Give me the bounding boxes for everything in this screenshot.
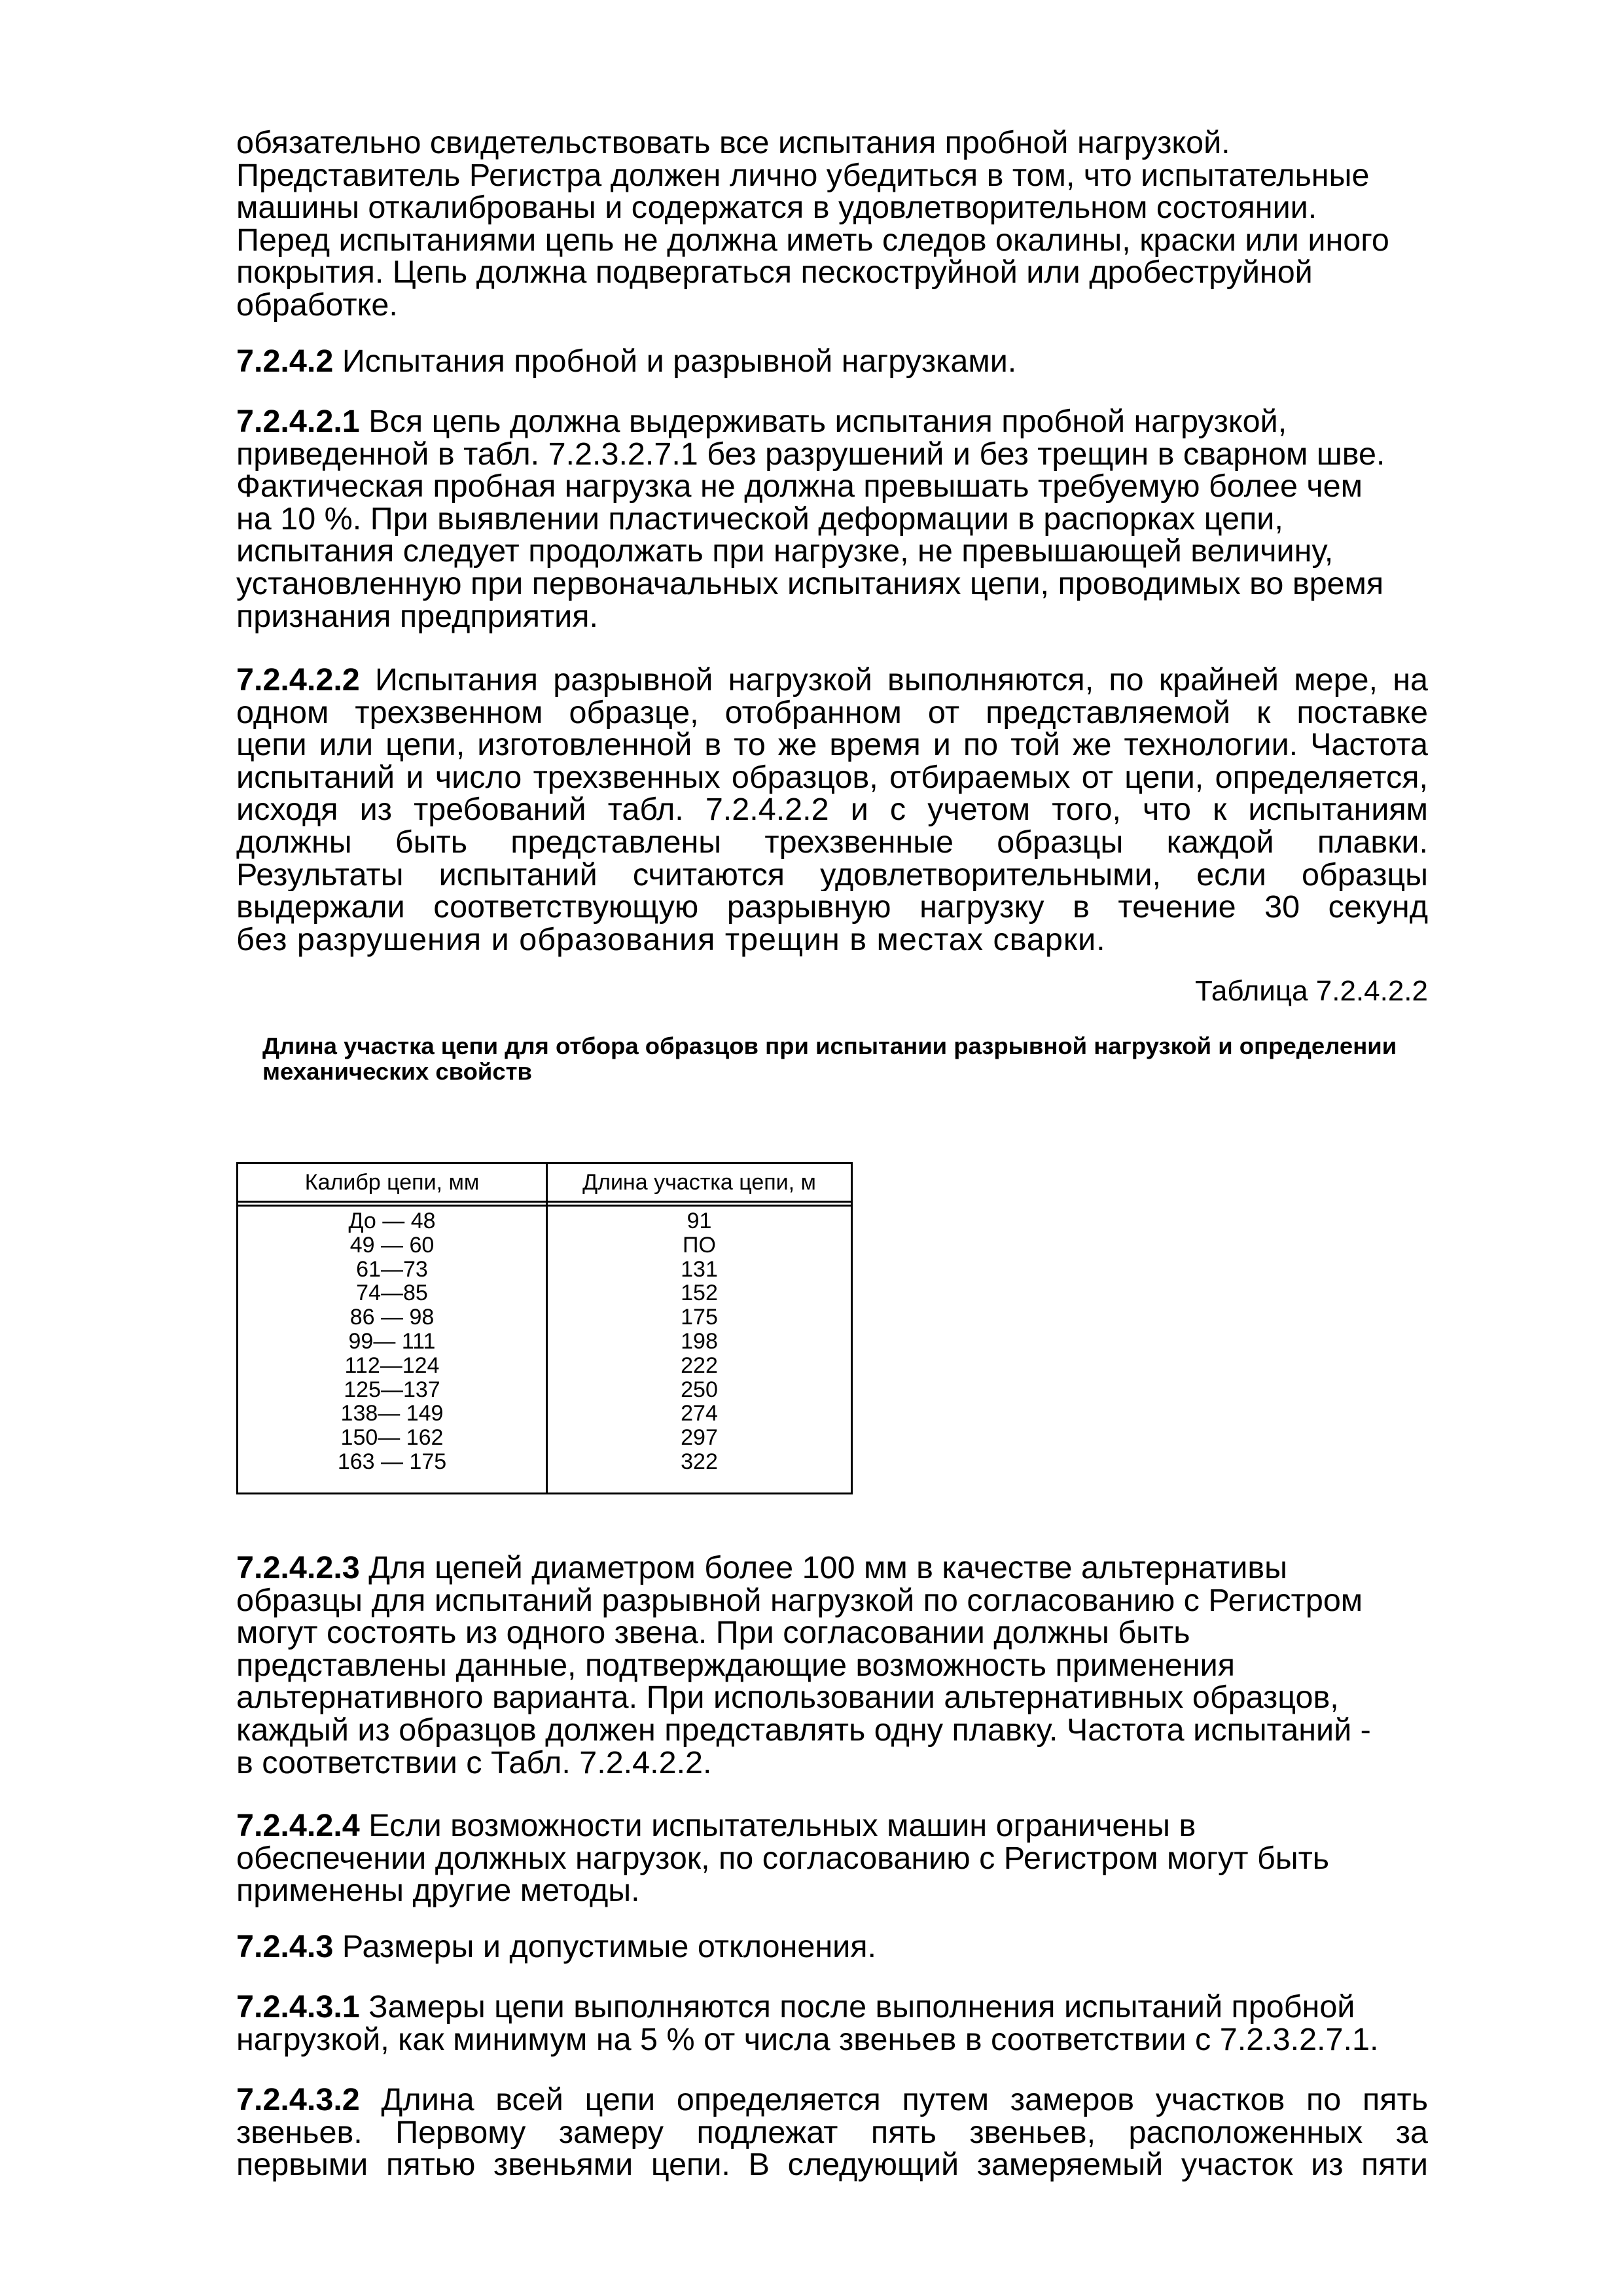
table-cell-caliber: 163 — 175 bbox=[337, 1449, 447, 1474]
section-7-2-4-2-4 bbox=[236, 1810, 1428, 1907]
table-cell-caliber: 74—85 bbox=[356, 1280, 428, 1306]
section-text: Если возможности испытательных машин ограничены в bbox=[368, 1808, 1196, 1843]
paragraph-line: каждый из образцов должен представлять одну плавку. Частота испытаний - bbox=[236, 1712, 1371, 1748]
section-number: 7.2.4.3.1 bbox=[236, 1989, 360, 2024]
section-7-2-4-3-2 bbox=[236, 2084, 1428, 2181]
table-body bbox=[238, 1209, 851, 1474]
paragraph-line: могут состоять из одного звена. При согласовании должны быть bbox=[236, 1615, 1190, 1651]
chain-sample-length-table bbox=[236, 1162, 853, 1494]
section-7-2-4-2-2 bbox=[236, 664, 1428, 956]
paragraph-line: испытаний и число трехзвенных образцов, отбираемых от цепи, определяется, bbox=[236, 761, 1428, 794]
section-number: 7.2.4.2.1 bbox=[236, 404, 360, 439]
table-cell-caliber: 61—73 bbox=[356, 1256, 428, 1282]
paragraph-line: Перед испытаниями цепь не должна иметь следов окалины, краски или иного bbox=[236, 222, 1389, 258]
table-row bbox=[238, 1330, 851, 1354]
paragraph-line: звеньев. Первому замеру подлежат пять звеньев, расположенных за bbox=[236, 2116, 1428, 2149]
table-row bbox=[238, 1426, 851, 1450]
paragraph-line: Представитель Регистра должен лично убедиться в том, что испытательные bbox=[236, 157, 1370, 193]
table-row bbox=[238, 1258, 851, 1282]
table-caption: Таблица 7.2.4.2.2 bbox=[1195, 975, 1428, 1007]
paragraph-line: в соответствии с Табл. 7.2.4.2.2. bbox=[236, 1744, 712, 1780]
table-cell-length: 222 bbox=[681, 1352, 718, 1378]
table-cell-caliber: 99— 111 bbox=[348, 1328, 436, 1354]
paragraph-line: обязательно свидетельствовать все испытания пробной нагрузкой. bbox=[236, 125, 1230, 160]
section-text: Вся цепь должна выдерживать испытания пробной нагрузкой, bbox=[368, 404, 1287, 439]
paragraph-line: обеспечении должных нагрузок, по согласованию с Регистром могут быть bbox=[236, 1840, 1330, 1876]
paragraph-line bbox=[236, 1991, 1428, 2024]
table-row bbox=[238, 1354, 851, 1378]
paragraph-line: без разрушения и образования трещин в местах сварки. bbox=[236, 921, 1106, 957]
table-row bbox=[238, 1402, 851, 1426]
paragraph-line: установленную при первоначальных испытаниях цепи, проводимых во время bbox=[236, 565, 1384, 601]
table-row bbox=[238, 1233, 851, 1258]
section-number: 7.2.4.2.2 bbox=[236, 664, 360, 697]
table-header-row bbox=[238, 1164, 851, 1207]
section-text: Испытания разрывной нагрузкой выполняются, по крайней мере, на bbox=[375, 664, 1428, 697]
table-title-line: механических свойств bbox=[262, 1058, 532, 1085]
paragraph-line: на 10 %. При выявлении пластической деформации в распорках цепи, bbox=[236, 501, 1283, 537]
paragraph-line: представлены данные, подтверждающие возможность применения bbox=[236, 1647, 1235, 1683]
table-cell-caliber: 125—137 bbox=[344, 1377, 440, 1402]
paragraph-line bbox=[236, 1810, 1428, 1843]
section-7-2-4-3 bbox=[236, 1931, 1428, 1964]
table-row bbox=[238, 1281, 851, 1305]
paragraph-line: исходя из требований табл. 7.2.4.2.2 и с учетом того, что к испытаниям bbox=[236, 794, 1428, 826]
table-cell-caliber: До — 48 bbox=[348, 1209, 436, 1233]
table-cell-length: ПО bbox=[683, 1232, 716, 1258]
paragraph-line: обработке. bbox=[236, 287, 398, 323]
section-7-2-4-2-3 bbox=[236, 1552, 1428, 1779]
section-text: Длина всей цепи определяется путем замеров участков по пять bbox=[381, 2084, 1428, 2117]
paragraph-line bbox=[236, 1552, 1428, 1585]
section-text: Испытания пробной и разрывной нагрузками. bbox=[342, 344, 1017, 379]
paragraph-line: должны быть представлены трехзвенные образцы каждой плавки. bbox=[236, 826, 1428, 859]
table-row bbox=[238, 1209, 851, 1233]
paragraph-line: образцы для испытаний разрывной нагрузкой по согласованию с Регистром bbox=[236, 1582, 1363, 1618]
section-text: Замеры цепи выполняются после выполнения испытаний пробной bbox=[368, 1989, 1355, 2024]
table-cell-length: 91 bbox=[687, 1209, 712, 1233]
paragraph-line bbox=[236, 1931, 1428, 1964]
table-header-cell-length: Длина участка цепи, м bbox=[582, 1170, 816, 1195]
paragraph-line: применены другие методы. bbox=[236, 1873, 640, 1909]
paragraph-line: Результаты испытаний считаются удовлетворительными, если образцы bbox=[236, 858, 1428, 892]
table-cell-caliber: 86 — 98 bbox=[349, 1305, 435, 1330]
section-number: 7.2.4.2.4 bbox=[236, 1808, 360, 1843]
table-cell-length: 250 bbox=[681, 1377, 718, 1402]
paragraph-line: признания предприятия. bbox=[236, 598, 599, 634]
table-header-cell-caliber: Калибр цепи, мм bbox=[304, 1170, 480, 1195]
paragraph-line: альтернативного варианта. При использовании альтернативных образцов, bbox=[236, 1680, 1339, 1716]
table-title-line: Длина участка цепи для отбора образцов при испытании разрывной нагрузкой и определении bbox=[262, 1033, 1397, 1059]
table-cell-caliber: 112—124 bbox=[344, 1352, 440, 1378]
paragraph-line: одном трехзвенном образце, отобранном от представляемой к поставке bbox=[236, 696, 1428, 730]
table-cell-length: 274 bbox=[681, 1401, 718, 1426]
table-cell-caliber: 150— 162 bbox=[340, 1425, 444, 1451]
table-cell-length: 175 bbox=[681, 1305, 718, 1330]
paragraph-line: Фактическая пробная нагрузка не должна превышать требуемую более чем bbox=[236, 468, 1363, 504]
paragraph-line: выдержали соответствующую разрывную нагрузку в течение 30 секунд bbox=[236, 891, 1428, 924]
table-row bbox=[238, 1450, 851, 1474]
table-cell-length: 131 bbox=[681, 1256, 718, 1282]
paragraph-line: приведенной в табл. 7.2.3.2.7.1 без разрушений и без трещин в сварном шве. bbox=[236, 436, 1385, 472]
paragraph-intro bbox=[236, 127, 1428, 322]
paragraph-line: покрытия. Цепь должна подвергаться пескоструйной или дробеструйной bbox=[236, 255, 1313, 291]
paragraph-line bbox=[236, 2084, 1428, 2117]
paragraph-line: машины откалиброваны и содержатся в удовлетворительном состоянии. bbox=[236, 190, 1317, 226]
section-number: 7.2.4.3 bbox=[236, 1929, 334, 1964]
paragraph-line bbox=[236, 664, 1428, 697]
section-text: Размеры и допустимые отклонения. bbox=[342, 1929, 876, 1964]
paragraph-line: первыми пятью звеньями цепи. В следующий замеряемый участок из пяти bbox=[236, 2149, 1428, 2181]
table-cell-length: 152 bbox=[681, 1280, 718, 1306]
paragraph-line: нагрузкой, как минимум на 5 % от числа звеньев в соответствии с 7.2.3.2.7.1. bbox=[236, 2021, 1379, 2057]
paragraph-line bbox=[236, 406, 1428, 438]
table-cell-length: 198 bbox=[681, 1328, 718, 1354]
section-number: 7.2.4.3.2 bbox=[236, 2084, 360, 2117]
table-cell-length: 297 bbox=[681, 1425, 718, 1451]
paragraph-line bbox=[236, 345, 1428, 378]
table-cell-length: 322 bbox=[681, 1449, 718, 1474]
section-7-2-4-2-1 bbox=[236, 406, 1428, 633]
section-7-2-4-2 bbox=[236, 345, 1428, 378]
table-row bbox=[238, 1305, 851, 1330]
paragraph-line: цепи или цепи, изготовленной в то же время и по той же технологии. Частота bbox=[236, 729, 1428, 762]
table-title bbox=[262, 1033, 1397, 1084]
table-cell-caliber: 49 — 60 bbox=[349, 1232, 435, 1258]
table-row bbox=[238, 1378, 851, 1402]
section-number: 7.2.4.2.3 bbox=[236, 1550, 360, 1585]
table-cell-caliber: 138— 149 bbox=[340, 1401, 444, 1426]
paragraph-line: испытания следует продолжать при нагрузке, не превышающей величину, bbox=[236, 533, 1334, 569]
section-number: 7.2.4.2 bbox=[236, 344, 334, 379]
section-7-2-4-3-1 bbox=[236, 1991, 1428, 2056]
section-text: Для цепей диаметром более 100 мм в качестве альтернативы bbox=[368, 1550, 1287, 1585]
